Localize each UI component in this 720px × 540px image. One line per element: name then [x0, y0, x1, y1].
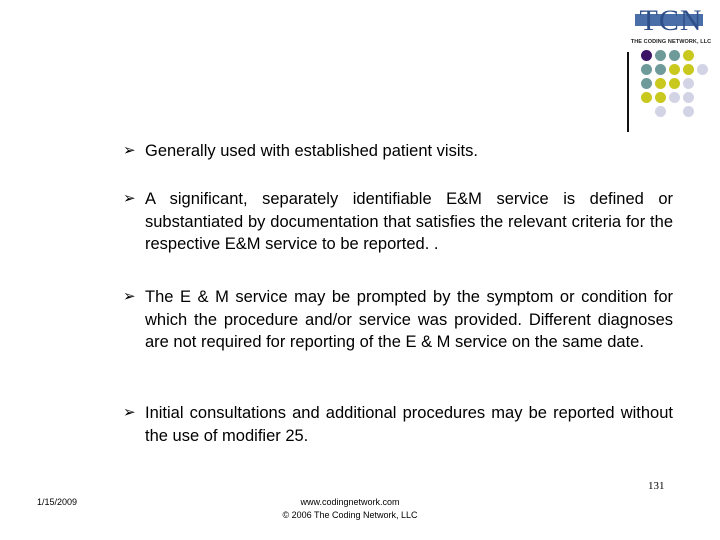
decorative-dot: [683, 78, 694, 89]
bullet-text: Generally used with established patient visits.: [145, 142, 478, 160]
decorative-dot: [641, 64, 652, 75]
bullet-item: [123, 402, 673, 447]
decorative-dot: [655, 106, 666, 117]
decorative-dot: [669, 78, 680, 89]
page-number: 131: [648, 480, 665, 492]
decorative-dot: [683, 50, 694, 61]
decorative-dot: [683, 92, 694, 103]
decorative-dot: [655, 50, 666, 61]
footer-copyright: © 2006 The Coding Network, LLC: [282, 510, 418, 520]
bullet-text: A significant, separately identifiable E&M service is defined or substantiated by documentation that satisfies the relevant criteria for the respective E&M service to be reported. .: [145, 190, 673, 253]
arrowhead-bullet-icon: ➢: [123, 190, 136, 207]
decorative-dot: [655, 78, 666, 89]
bullet-item: [123, 286, 673, 354]
decorative-dot: [669, 64, 680, 75]
decorative-dot: [683, 106, 694, 117]
bullet-text: Initial consultations and additional procedures may be reported without the use of modifier 25.: [145, 404, 673, 445]
bullet-text: The E & M service may be prompted by the symptom or condition for which the procedure and/or service was provided. Different diagnoses are not required for reporting of the E & M service on the same date.: [145, 288, 673, 351]
bullet-item: [123, 140, 673, 163]
footer-website: www.codingnetwork.com: [300, 497, 400, 507]
decorative-dot: [697, 64, 708, 75]
decorative-dot: [669, 92, 680, 103]
decorative-dot: [655, 64, 666, 75]
footer-credits: [250, 496, 450, 522]
logo-subtitle: THE CODING NETWORK, LLC: [630, 39, 712, 45]
footer-date: 1/15/2009: [37, 497, 78, 507]
decorative-dot: [641, 50, 652, 61]
decorative-vertical-line: [627, 52, 629, 132]
logo-title: TCN: [639, 4, 703, 37]
decorative-dot: [683, 64, 694, 75]
bullet-item: [123, 188, 673, 256]
decorative-dot: [641, 92, 652, 103]
arrowhead-bullet-icon: ➢: [123, 404, 136, 421]
decorative-dot: [669, 50, 680, 61]
arrowhead-bullet-icon: ➢: [123, 142, 136, 159]
arrowhead-bullet-icon: ➢: [123, 288, 136, 305]
decorative-dot: [641, 78, 652, 89]
tcn-logo: [630, 6, 712, 46]
decorative-dot: [655, 92, 666, 103]
